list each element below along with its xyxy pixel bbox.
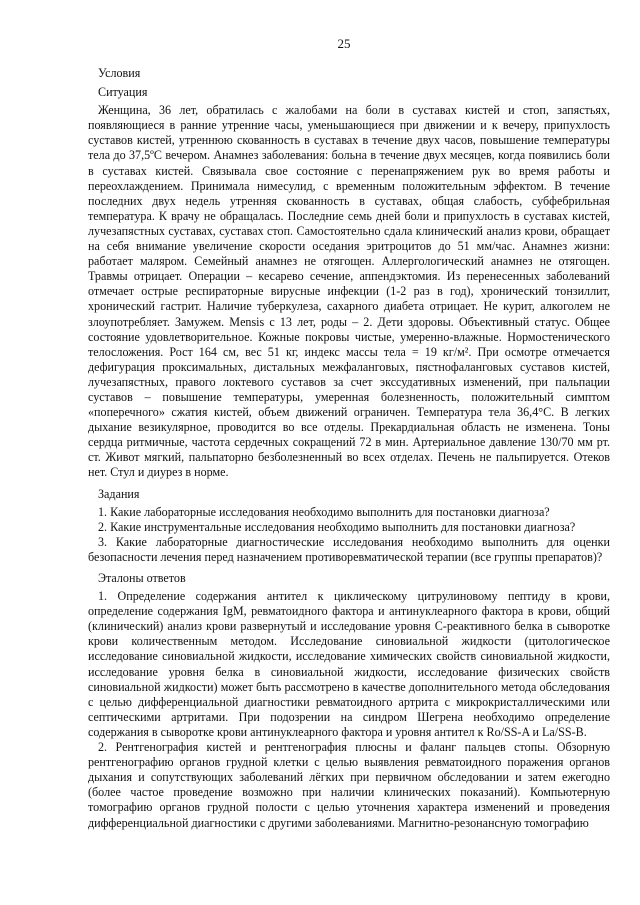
task-item-2: 2. Какие инструментальные исследования необходимо выполнить для постановки диагноза? bbox=[98, 519, 576, 534]
answer-item-2: 2. Рентгенография кистей и рентгенография плюсны и фаланг пальцев стопы. Обзорную рентгенографию органов грудной клетки с целью выявления ревматоидного поражения органов дыхания и сопутствующих заболеваний лёгких при первичном обследовании и затем ежегодно (более частое проведение возможно при наличии клинических показаний). Компьютерную томографию органов грудной полости с целью уточнения характера изменений и проведения дифференциальной диагностики с другими заболеваниями. Магнитно-резонансную томографию bbox=[88, 740, 610, 830]
conditions-heading: Условия bbox=[98, 66, 141, 80]
answers-heading: Эталоны ответов bbox=[98, 571, 186, 585]
answer-item-1: 1. Определение содержания антител к циклическому цитрулиновому пептиду в крови, определение содержания IgM, ревматоидного фактора и антинуклеарного фактора в крови, общий (клинический) анализ крови развернутый и исследование уровня С-реактивного белка в сыворотке крови количественным методом. Исследование синовиальной жидкости (цитологическое исследование синовиальной жидкости, исследование химических свойств синовиальной жидкости, исследование уровня белка в синовиальной жидкости, исследование физических свойств синовиальной жидкости) может быть рассмотрено в качестве дополнительного метода обследования с целью дифференциальной диагностики ревматоидного артрита с микрокристаллическими или септическими артритами. При подозрении на синдром Шегрена необходимо определение содержания в сыворотке крови антинуклеарного фактора и уровня антител к Ro/SS-A и La/SS-B. bbox=[88, 589, 610, 739]
task-item-3: 3. Какие лабораторные диагностические исследования необходимо выполнить для оценки безопасности лечения перед назначением противоревматической терапии (все группы препаратов)? bbox=[88, 534, 610, 564]
page-number: 25 bbox=[337, 36, 351, 51]
situation-text: Женщина, 36 лет, обратилась с жалобами на боли в суставах кистей и стоп, запястьях, появляющиеся в ранние утренние часы, уменьшающиеся при движении и к вечеру, припухлость суставов кистей, утреннюю скованность в суставах в течение двух часов, повышение температуры тела до 37,5ºС вечером. Анамнез заболевания: больна в течение двух месяцев, когда появились боли в суставах кистей. Связывала свое состояние с перенапряжением рук во время работы и переохлаждением. Принимала нимесулид, с временным положительным эффектом. В течение последних двух недель утренняя скованность в суставах, общая слабость, субфебрильная температура. К врачу не обращалась. Последние семь дней боли и припухлость в суставах кистей, лучезапястных суставах, суставах стоп. Самостоятельно сдала клинический анализ крови, обращает на себя внимание увеличение скорости оседания эритроцитов до 51 мм/час. Анамнез жизни: работает маляром. Семейный анамнез не отягощен. Аллергологический анамнез не отягощен. Травмы отрицает. Операции – кесарево сечение, аппендэктомия. Из перенесенных заболеваний отмечает острые респираторные вирусные инфекции (1-2 раз в год), хронический тонзиллит, хронический гастрит. Наличие туберкулеза, сахарного диабета отрицает. Не курит, алкоголем не злоупотребляет. Замужем. Mensis с 13 лет, роды – 2. Дети здоровы. Объективный статус. Общее состояние удовлетворительное. Кожные покровы чистые, умеренно-влажные. Нормостенического телосложения. Рост 164 см, вес 51 кг, индекс массы тела = 19 кг/м². При осмотре отмечается дефигурация проксимальных, дистальных межфаланговых, пястнофаланговых суставов кистей, лучезапястных, правого локтевого суставов за счет экссудативных изменений, при пальпации суставов – повышение температуры, умеренная болезненность, положительный симптом «поперечного» сжатия кистей, объем движений ограничен. Температура тела 36,4°С. В легких дыхание везикулярное, проводится во все отделы. Прекардиальная область не изменена. Тоны сердца ритмичные, частота сердечных сокращений 72 в мин. Артериальное давление 130/70 мм рт. ст. Живот мягкий, пальпаторно безболезненный во всех отделах. Печень не пальпируется. Отеков нет. Стул и диурез в норме. bbox=[88, 103, 610, 480]
tasks-heading: Задания bbox=[98, 486, 140, 501]
task-item-1: 1. Какие лабораторные исследования необходимо выполнить для постановки диагноза? bbox=[98, 504, 550, 519]
situation-heading: Ситуация bbox=[98, 85, 148, 100]
